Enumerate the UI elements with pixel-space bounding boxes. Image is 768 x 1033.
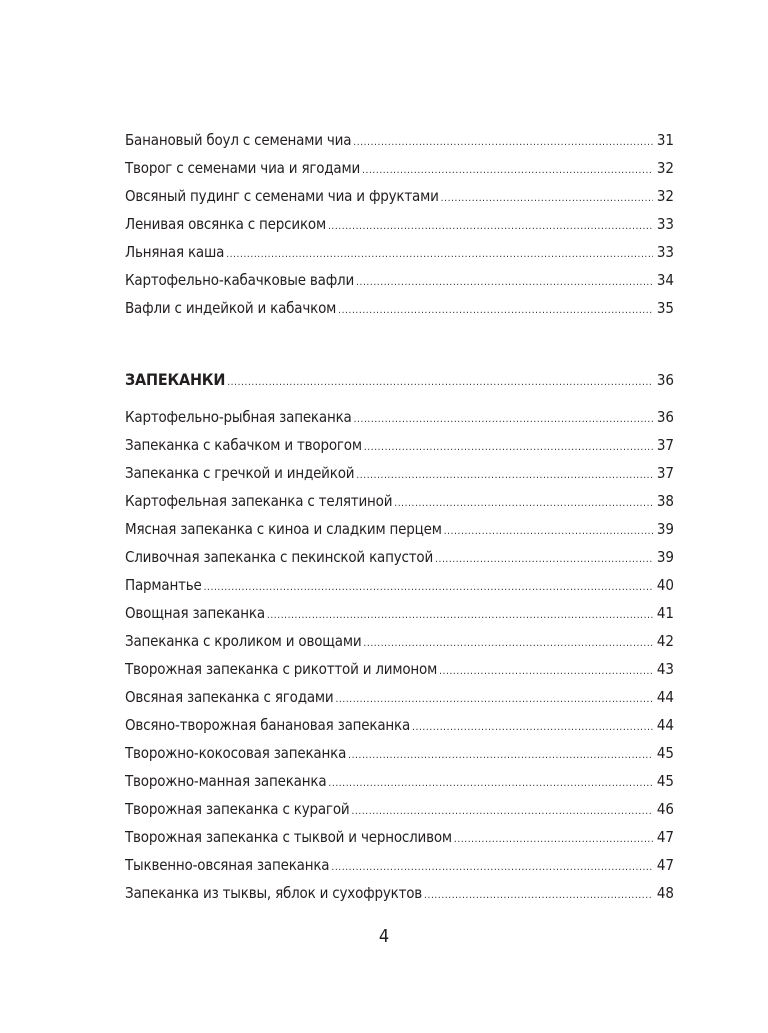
entry-page: 31 xyxy=(656,131,674,149)
toc-entry[interactable] xyxy=(125,266,674,294)
entry-page: 45 xyxy=(656,772,674,790)
page-number: 4 xyxy=(378,926,390,947)
toc-entry[interactable] xyxy=(125,711,674,739)
toc-entry[interactable] xyxy=(125,879,674,907)
dot-leader xyxy=(439,658,653,686)
entry-page: 42 xyxy=(656,632,674,650)
dot-leader xyxy=(204,574,653,602)
entry-title: Творожно-манная запеканка xyxy=(125,772,327,790)
section-title: ЗАПЕКАНКИ xyxy=(125,370,226,389)
toc-entry[interactable] xyxy=(125,459,674,487)
entry-page: 33 xyxy=(656,215,674,233)
toc-section-heading xyxy=(125,366,674,394)
entry-title: Мясная запеканка с киноа и сладким перцем xyxy=(125,520,442,538)
entry-page: 39 xyxy=(656,520,674,538)
toc-entry[interactable] xyxy=(125,655,674,683)
entry-page: 44 xyxy=(656,688,674,706)
toc-entry[interactable] xyxy=(125,571,674,599)
entry-title: Творог с семенами чиа и ягодами xyxy=(125,159,361,177)
entry-title: Вафли с индейкой и кабачком xyxy=(125,299,337,317)
entry-title: Ленивая овсянка с персиком xyxy=(125,215,326,233)
dot-leader xyxy=(338,297,653,325)
toc-entry-section[interactable] xyxy=(125,366,674,394)
dot-leader xyxy=(351,798,652,826)
entry-title: Льняная каша xyxy=(125,243,225,261)
toc-entry[interactable] xyxy=(125,627,674,655)
entry-title: Пармантье xyxy=(125,576,202,594)
entry-page: 45 xyxy=(656,744,674,762)
entry-page: 48 xyxy=(656,884,674,902)
entry-page: 35 xyxy=(656,299,674,317)
dot-leader xyxy=(226,241,653,269)
entry-title: Творожная запеканка с рикоттой и лимоном xyxy=(125,660,438,678)
dot-leader xyxy=(353,129,653,157)
entry-page: 37 xyxy=(656,464,674,482)
dot-leader xyxy=(424,882,653,910)
toc-entry[interactable] xyxy=(125,851,674,879)
entry-title: Банановый боул с семенами чиа xyxy=(125,131,352,149)
entry-page: 47 xyxy=(656,828,674,846)
dot-leader xyxy=(356,462,653,490)
entry-title: Картофельная запеканка с телятиной xyxy=(125,492,393,510)
entry-page: 37 xyxy=(656,436,674,454)
toc-entry[interactable] xyxy=(125,238,674,266)
entry-title: Запеканка из тыквы, яблок и сухофруктов xyxy=(125,884,423,902)
toc-entry[interactable] xyxy=(125,487,674,515)
dot-leader xyxy=(331,854,652,882)
entry-page: 33 xyxy=(656,243,674,261)
toc-entry[interactable] xyxy=(125,739,674,767)
entry-page: 40 xyxy=(656,576,674,594)
section-page: 36 xyxy=(656,371,674,389)
entry-page: 32 xyxy=(656,187,674,205)
dot-leader xyxy=(444,518,653,546)
dot-leader xyxy=(227,369,653,397)
dot-leader xyxy=(412,714,653,742)
toc-entry[interactable] xyxy=(125,599,674,627)
dot-leader xyxy=(328,213,653,241)
dot-leader xyxy=(435,546,653,574)
toc-entry[interactable] xyxy=(125,515,674,543)
toc-entry[interactable] xyxy=(125,154,674,182)
entry-title: Творожная запеканка с курагой xyxy=(125,800,350,818)
entry-title: Овощная запеканка xyxy=(125,604,265,622)
entry-title: Сливочная запеканка с пекинской капустой xyxy=(125,548,434,566)
dot-leader xyxy=(348,742,653,770)
entry-title: Картофельно-кабачковые вафли xyxy=(125,271,355,289)
entry-title: Запеканка с кабачком и творогом xyxy=(125,436,362,454)
dot-leader xyxy=(354,406,653,434)
entry-page: 39 xyxy=(656,548,674,566)
toc-entry[interactable] xyxy=(125,767,674,795)
dot-leader xyxy=(356,269,653,297)
entry-page: 46 xyxy=(656,800,674,818)
toc-entry[interactable] xyxy=(125,543,674,571)
entry-page: 41 xyxy=(656,604,674,622)
entry-page: 43 xyxy=(656,660,674,678)
toc-entry[interactable] xyxy=(125,294,674,322)
entry-title: Овсяная запеканка с ягодами xyxy=(125,688,334,706)
dot-leader xyxy=(441,185,653,213)
entry-title: Овсяно-творожная банановая запеканка xyxy=(125,716,411,734)
toc-entry[interactable] xyxy=(125,126,674,154)
dot-leader xyxy=(363,630,652,658)
toc-entry[interactable] xyxy=(125,683,674,711)
dot-leader xyxy=(335,686,652,714)
entry-page: 32 xyxy=(656,159,674,177)
toc-entry[interactable] xyxy=(125,182,674,210)
entry-page: 34 xyxy=(656,271,674,289)
dot-leader xyxy=(267,602,653,630)
entry-page: 44 xyxy=(656,716,674,734)
toc-entry[interactable] xyxy=(125,210,674,238)
dot-leader xyxy=(394,490,653,518)
entry-page: 38 xyxy=(656,492,674,510)
entry-title: Запеканка с кроликом и овощами xyxy=(125,632,362,650)
dot-leader xyxy=(362,157,653,185)
entry-title: Творожная запеканка с тыквой и черносливом xyxy=(125,828,452,846)
dot-leader xyxy=(364,434,653,462)
entry-title: Овсяный пудинг с семенами чиа и фруктами xyxy=(125,187,439,205)
entry-title: Картофельно-рыбная запеканка xyxy=(125,408,352,426)
entry-page: 47 xyxy=(656,856,674,874)
entry-title: Творожно-кокосовая запеканка xyxy=(125,744,347,762)
dot-leader xyxy=(328,770,652,798)
entry-page: 36 xyxy=(656,408,674,426)
toc-entry[interactable] xyxy=(125,403,674,431)
toc-group-casseroles xyxy=(125,403,674,907)
toc-group-breakfasts xyxy=(125,126,674,322)
entry-title: Тыквенно-овсяная запеканка xyxy=(125,856,330,874)
toc-entry[interactable] xyxy=(125,795,674,823)
entry-title: Запеканка с гречкой и индейкой xyxy=(125,464,355,482)
toc-entry[interactable] xyxy=(125,823,674,851)
toc-entry[interactable] xyxy=(125,431,674,459)
dot-leader xyxy=(454,826,653,854)
